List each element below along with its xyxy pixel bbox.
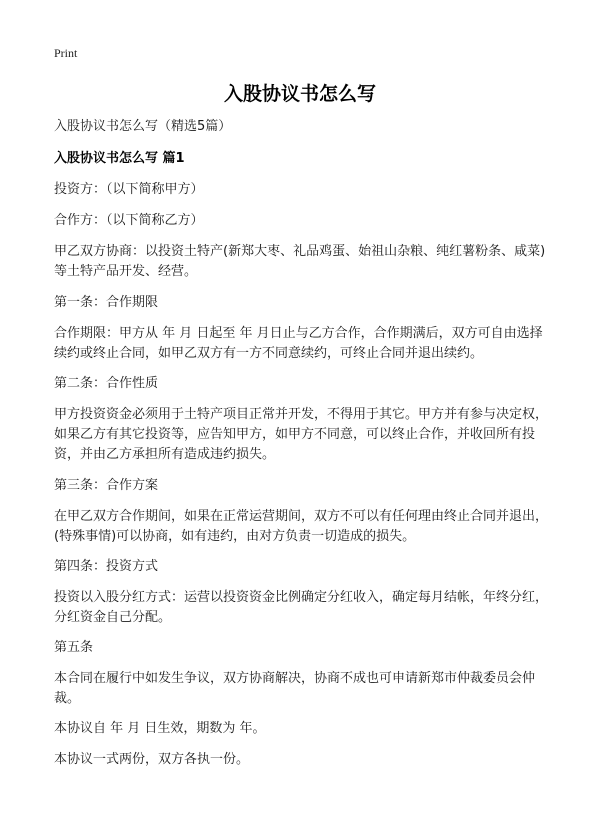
clause-body-3: 在甲乙双方合作期间，如果在正常运营期间，双方不可以有任何理由终止合同并退出，(特殊事情)可以协商，如有违约，由对方负责一切造成的损失。 xyxy=(54,509,549,544)
clause-heading-1: 第一条：合作期限 xyxy=(54,295,159,310)
paragraph-scope: 甲乙双方协商：以投资土特产(新郑大枣、礼品鸡蛋、始祖山杂粮、纯红薯粉条、咸菜)等土特产品开发、经营。 xyxy=(54,244,546,279)
section-heading: 入股协议书怎么写 篇1 xyxy=(54,151,185,166)
print-link[interactable]: Print xyxy=(54,46,78,60)
paragraph-effective-date: 本协议自 年 月 日生效，期数为 年。 xyxy=(54,721,266,736)
paragraph-partner: 合作方：（以下简称乙方） xyxy=(54,213,204,228)
paragraph-copies: 本协议一式两份，双方各执一份。 xyxy=(54,752,250,767)
clause-heading-4: 第四条：投资方式 xyxy=(54,559,159,574)
paragraph-intro: 入股协议书怎么写（精选5篇） xyxy=(54,119,232,134)
clause-heading-5: 第五条 xyxy=(54,640,94,655)
paragraph-investor: 投资方：（以下简称甲方） xyxy=(54,182,204,197)
clause-body-2: 甲方投资资金必须用于土特产项目正常并开发，不得用于其它。甲方并有参与决定权，如果乙方有其它投资等，应告知甲方，如甲方不同意，可以终止合作，并收回所有投资，并由乙方承担所有造成违约损失。 xyxy=(54,407,549,462)
clause-heading-3: 第三条：合作方案 xyxy=(54,478,159,493)
document-title: 入股协议书怎么写 xyxy=(223,83,376,105)
clause-body-5: 本合同在履行中如发生争议，双方协商解决，协商不成也可申请新郑市仲裁委员会仲裁。 xyxy=(54,671,536,706)
clause-body-4: 投资以入股分红方式：运营以投资资金比例确定分红收入，确定每月结帐，年终分红，分红资金自己分配。 xyxy=(54,590,549,625)
clause-heading-2: 第二条：合作性质 xyxy=(54,376,159,391)
clause-body-1: 合作期限：甲方从 年 月 日起至 年 月日止与乙方合作，合作期满后，双方可自由选择续约或终止合同，如甲乙双方有一方不同意续约，可终止合同并退出续约。 xyxy=(54,326,543,361)
